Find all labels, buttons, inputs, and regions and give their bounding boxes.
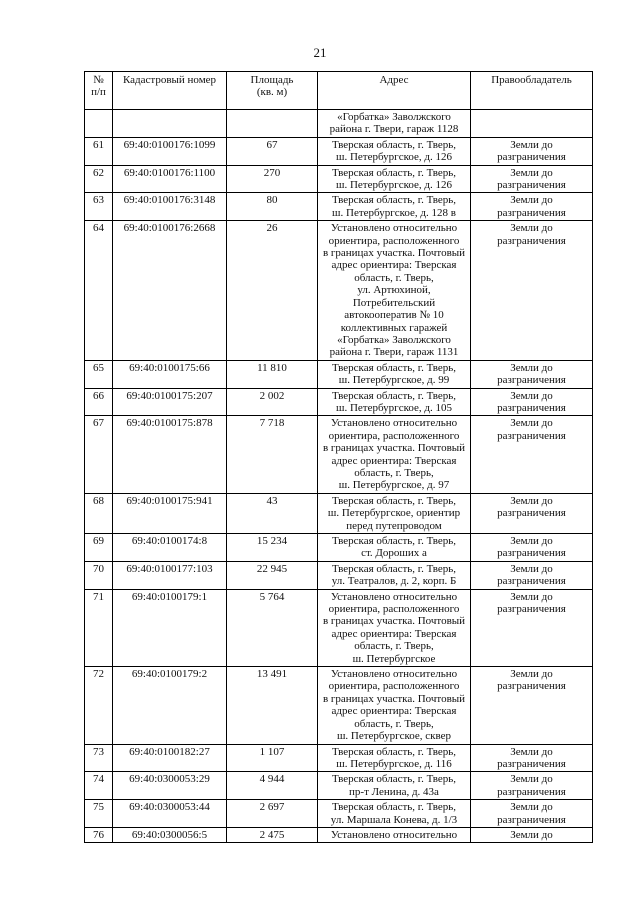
- table-row: [85, 827, 593, 842]
- cell-area: 11 810: [227, 360, 318, 388]
- cell-cadastral-number: 69:40:0300053:29: [113, 772, 227, 800]
- table-row: [85, 667, 593, 744]
- table-row: [85, 360, 593, 388]
- cell-owner: Земли до разграничения: [471, 221, 593, 360]
- cell-number: 76: [85, 827, 113, 842]
- cell-address: Тверская область, г. Тверь, пр-т Ленина, д. 43а: [318, 772, 471, 800]
- table-header-row: [85, 72, 593, 110]
- cell-owner: Земли до разграничения: [471, 667, 593, 744]
- cell-area: [227, 110, 318, 138]
- cell-address: Установлено относительно ориентира, расположенного в границах участка. Почтовый адрес ориентира: Тверская область, г. Тверь, ш. Петербургское: [318, 589, 471, 666]
- cell-cadastral-number: 69:40:0100176:3148: [113, 193, 227, 221]
- cell-address: Установлено относительно ориентира, расположенного в границах участка. Почтовый адрес ориентира: Тверская область, г. Тверь, ш. Петербургское, сквер: [318, 667, 471, 744]
- cell-number: 75: [85, 800, 113, 828]
- cell-number: 64: [85, 221, 113, 360]
- header-num: № п/п: [85, 72, 113, 110]
- cell-number: 70: [85, 561, 113, 589]
- cell-owner: Земли до разграничения: [471, 534, 593, 562]
- cell-number: 67: [85, 416, 113, 493]
- table-row: [85, 416, 593, 493]
- cell-area: 80: [227, 193, 318, 221]
- cell-owner: Земли до разграничения: [471, 193, 593, 221]
- table-row: [85, 165, 593, 193]
- cell-cadastral-number: 69:40:0100176:1099: [113, 137, 227, 165]
- cell-area: 2 697: [227, 800, 318, 828]
- cell-area: 67: [227, 137, 318, 165]
- table-row: [85, 561, 593, 589]
- cell-number: 68: [85, 493, 113, 533]
- table-row: [85, 110, 593, 138]
- cell-area: 22 945: [227, 561, 318, 589]
- table-row: [85, 388, 593, 416]
- cell-owner: Земли до разграничения: [471, 589, 593, 666]
- cell-number: 63: [85, 193, 113, 221]
- cell-address: Тверская область, г. Тверь, ш. Петербургское, д. 126: [318, 137, 471, 165]
- cell-owner: Земли до разграничения: [471, 561, 593, 589]
- cell-cadastral-number: 69:40:0100176:2668: [113, 221, 227, 360]
- cell-cadastral-number: 69:40:0300053:44: [113, 800, 227, 828]
- cell-owner: Земли до разграничения: [471, 360, 593, 388]
- cell-cadastral-number: 69:40:0100174:8: [113, 534, 227, 562]
- cell-address: Тверская область, г. Тверь, ш. Петербургское, д. 99: [318, 360, 471, 388]
- cell-area: 5 764: [227, 589, 318, 666]
- cell-area: 7 718: [227, 416, 318, 493]
- cell-address: Тверская область, г. Тверь, ш. Петербургское, ориентир перед путепроводом: [318, 493, 471, 533]
- cell-address: «Горбатка» Заволжского района г. Твери, гараж 1128: [318, 110, 471, 138]
- cell-number: 69: [85, 534, 113, 562]
- cell-owner: Земли до разграничения: [471, 772, 593, 800]
- cell-cadastral-number: 69:40:0100176:1100: [113, 165, 227, 193]
- cell-area: 1 107: [227, 744, 318, 772]
- table-row: [85, 493, 593, 533]
- cell-area: 15 234: [227, 534, 318, 562]
- cell-owner: Земли до разграничения: [471, 493, 593, 533]
- cell-number: [85, 110, 113, 138]
- cell-number: 74: [85, 772, 113, 800]
- table-row: [85, 800, 593, 828]
- cell-owner: Земли до разграничения: [471, 165, 593, 193]
- cell-cadastral-number: 69:40:0100175:207: [113, 388, 227, 416]
- cell-owner: Земли до: [471, 827, 593, 842]
- cell-area: 4 944: [227, 772, 318, 800]
- cell-number: 72: [85, 667, 113, 744]
- table-row: [85, 744, 593, 772]
- cell-address: Тверская область, г. Тверь, ш. Петербургское, д. 105: [318, 388, 471, 416]
- cell-address: Установлено относительно: [318, 827, 471, 842]
- cell-number: 62: [85, 165, 113, 193]
- cell-cadastral-number: [113, 110, 227, 138]
- cell-cadastral-number: 69:40:0100179:1: [113, 589, 227, 666]
- cell-cadastral-number: 69:40:0100175:878: [113, 416, 227, 493]
- cell-area: 2 002: [227, 388, 318, 416]
- header-address: Адрес: [318, 72, 471, 110]
- cell-area: 2 475: [227, 827, 318, 842]
- cell-owner: Земли до разграничения: [471, 137, 593, 165]
- table-row: [85, 137, 593, 165]
- cell-owner: [471, 110, 593, 138]
- cell-address: Тверская область, г. Тверь, ул. Маршала Конева, д. 1/3: [318, 800, 471, 828]
- table-row: [85, 193, 593, 221]
- page-number: 21: [313, 45, 327, 60]
- table-row: [85, 534, 593, 562]
- cell-address: Установлено относительно ориентира, расположенного в границах участка. Почтовый адрес ориентира: Тверская область, г. Тверь, ш. Петербургское, д. 97: [318, 416, 471, 493]
- cell-address: Тверская область, г. Тверь, ш. Петербургское, д. 128 в: [318, 193, 471, 221]
- table-row: [85, 221, 593, 360]
- land-plots-table: [84, 71, 593, 843]
- cell-address: Тверская область, г. Тверь, ул. Театралов, д. 2, корп. Б: [318, 561, 471, 589]
- cell-owner: Земли до разграничения: [471, 388, 593, 416]
- cell-number: 66: [85, 388, 113, 416]
- cell-area: 13 491: [227, 667, 318, 744]
- cell-address: Тверская область, г. Тверь, ст. Дороших а: [318, 534, 471, 562]
- cell-address: Тверская область, г. Тверь, ш. Петербургское, д. 126: [318, 165, 471, 193]
- cell-address: Установлено относительно ориентира, расположенного в границах участка. Почтовый адрес ориентира: Тверская область, г. Тверь, ул. Артюхиной, Потребительский автокооператив № 10 коллективных гаражей «Горбатка» Заволжского района г. Твери, гараж 1131: [318, 221, 471, 360]
- cell-cadastral-number: 69:40:0100182:27: [113, 744, 227, 772]
- cell-cadastral-number: 69:40:0100179:2: [113, 667, 227, 744]
- cell-number: 65: [85, 360, 113, 388]
- cell-cadastral-number: 69:40:0300056:5: [113, 827, 227, 842]
- cell-cadastral-number: 69:40:0100177:103: [113, 561, 227, 589]
- table-row: [85, 772, 593, 800]
- cell-area: 43: [227, 493, 318, 533]
- cell-area: 26: [227, 221, 318, 360]
- cell-address: Тверская область, г. Тверь, ш. Петербургское, д. 116: [318, 744, 471, 772]
- header-owner: Правообладатель: [471, 72, 593, 110]
- cell-area: 270: [227, 165, 318, 193]
- cell-number: 73: [85, 744, 113, 772]
- header-area: Площадь (кв. м): [227, 72, 318, 110]
- cell-cadastral-number: 69:40:0100175:941: [113, 493, 227, 533]
- cell-owner: Земли до разграничения: [471, 800, 593, 828]
- table-row: [85, 589, 593, 666]
- cell-owner: Земли до разграничения: [471, 416, 593, 493]
- cell-owner: Земли до разграничения: [471, 744, 593, 772]
- cell-cadastral-number: 69:40:0100175:66: [113, 360, 227, 388]
- cell-number: 71: [85, 589, 113, 666]
- header-cadastral: Кадастровый номер: [113, 72, 227, 110]
- cell-number: 61: [85, 137, 113, 165]
